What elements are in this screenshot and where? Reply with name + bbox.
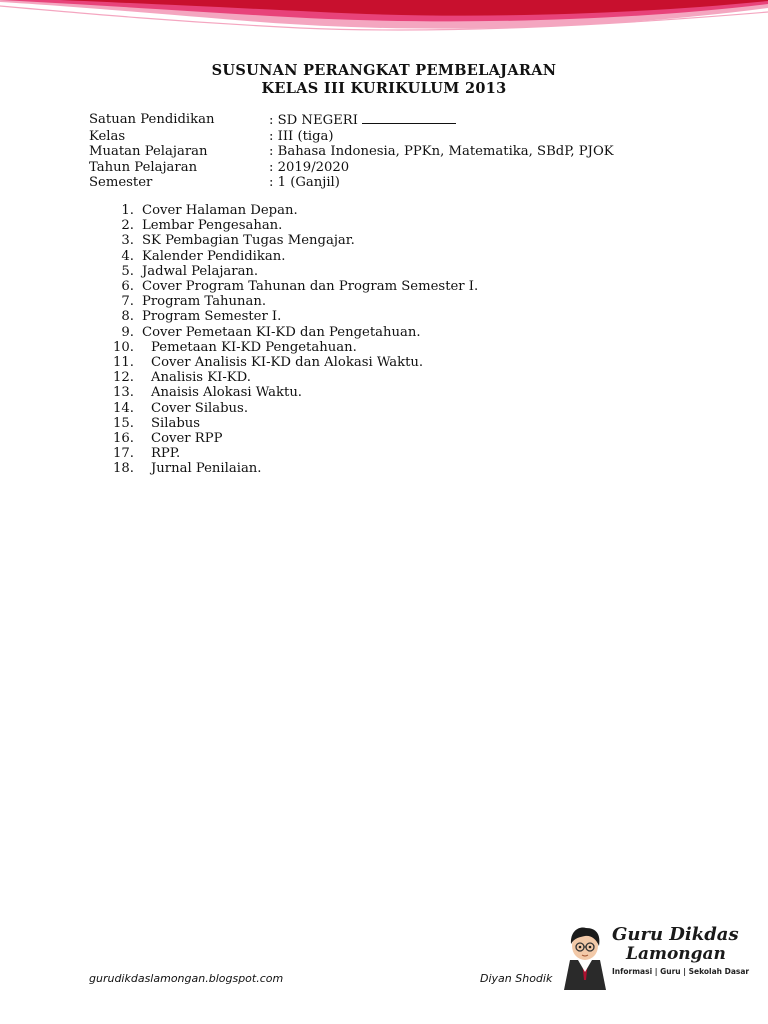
list-item <box>106 309 478 324</box>
footer-website[interactable]: gurudikdaslamongan.blogspot.com <box>89 972 284 985</box>
list-item-number: 15. <box>113 415 134 431</box>
list-item-text: Cover Silabus. <box>151 400 249 416</box>
list-item <box>106 325 478 340</box>
list-item-text: Pemetaan KI-KD Pengetahuan. <box>151 339 357 355</box>
info-row <box>89 129 614 145</box>
info-value: : 1 (Ganjil) <box>269 175 340 191</box>
list-item-number: 12. <box>113 370 134 386</box>
list-item <box>106 203 478 218</box>
info-label: Tahun Pelajaran <box>89 159 198 175</box>
list-item-number: 3. <box>121 233 134 249</box>
info-value: : III (tiga) <box>269 128 334 144</box>
info-label: Semester <box>89 175 153 191</box>
logo-tagline: Informasi | Guru | Sekolah Dasar <box>612 967 750 976</box>
list-item <box>106 385 478 400</box>
document-list <box>106 203 478 477</box>
list-item <box>106 431 478 446</box>
blank-line <box>362 112 456 124</box>
list-item-text: Jurnal Penilaian. <box>151 461 262 477</box>
list-item-number: 2. <box>121 218 134 234</box>
list-item-number: 18. <box>113 461 134 477</box>
list-item-text: Anaisis Alokasi Waktu. <box>151 385 302 401</box>
list-item-text: Cover Program Tahunan dan Program Semester I. <box>142 279 479 295</box>
character-figure-icon <box>560 920 610 990</box>
list-item-text: RPP. <box>151 446 181 462</box>
document-title: SUSUNAN PERANGKAT PEMBELAJARAN <box>211 62 557 79</box>
list-item-text: Jadwal Pelajaran. <box>142 263 259 279</box>
info-block <box>89 112 614 191</box>
list-item-number: 16. <box>113 431 134 447</box>
document-subtitle: KELAS III KURIKULUM 2013 <box>261 80 507 97</box>
list-item <box>106 461 478 476</box>
list-item <box>106 233 478 248</box>
list-item-text: Silabus <box>151 415 201 431</box>
list-item <box>106 416 478 431</box>
logo-subtitle: Lamongan <box>626 944 726 964</box>
list-item-number: 11. <box>113 355 134 371</box>
list-item-text: Program Semester I. <box>142 309 282 325</box>
list-item-number: 13. <box>113 385 134 401</box>
guru-dikdas-logo <box>560 920 750 990</box>
list-item <box>106 355 478 370</box>
header-decoration <box>0 0 768 60</box>
list-item-text: Cover Analisis KI-KD dan Alokasi Waktu. <box>151 355 424 371</box>
list-item <box>106 294 478 309</box>
list-item <box>106 279 478 294</box>
list-item-number: 6. <box>121 279 134 295</box>
list-item-number: 14. <box>113 400 134 416</box>
list-item <box>106 370 478 385</box>
list-item <box>106 340 478 355</box>
info-row <box>89 112 614 129</box>
list-item <box>106 446 478 461</box>
info-row <box>89 175 614 191</box>
list-item-text: Analisis KI-KD. <box>151 370 251 386</box>
list-item-number: 5. <box>121 263 134 279</box>
list-item-number: 17. <box>113 446 134 462</box>
info-label: Muatan Pelajaran <box>89 144 208 160</box>
info-value: : SD NEGERI <box>269 113 358 128</box>
list-item-text: SK Pembagian Tugas Mengajar. <box>142 233 355 249</box>
info-label: Kelas <box>89 128 126 144</box>
info-label: Satuan Pendidikan <box>89 112 215 127</box>
list-item <box>106 218 478 233</box>
footer-author: Diyan Shodik <box>480 972 553 985</box>
list-item-number: 10. <box>113 339 134 355</box>
list-item-text: Cover Halaman Depan. <box>142 203 298 218</box>
info-value: : Bahasa Indonesia, PPKn, Matematika, SBdP, PJOK <box>269 144 614 160</box>
info-row <box>89 160 614 176</box>
list-item-text: Cover RPP <box>151 431 223 447</box>
logo-title: Guru Dikdas <box>612 924 739 945</box>
list-item-text: Program Tahunan. <box>142 294 267 310</box>
list-item-text: Lembar Pengesahan. <box>142 218 283 234</box>
list-item-number: 4. <box>121 248 134 264</box>
list-item-number: 7. <box>121 294 134 310</box>
list-item <box>106 264 478 279</box>
list-item-number: 9. <box>121 324 134 340</box>
list-item-number: 8. <box>121 309 134 325</box>
list-item-text: Kalender Pendidikan. <box>142 248 286 264</box>
list-item-text: Cover Pemetaan KI-KD dan Pengetahuan. <box>142 324 421 340</box>
list-item-number: 1. <box>121 203 134 218</box>
info-value: : 2019/2020 <box>269 159 350 175</box>
info-row <box>89 144 614 160</box>
list-item <box>106 401 478 416</box>
list-item <box>106 249 478 264</box>
